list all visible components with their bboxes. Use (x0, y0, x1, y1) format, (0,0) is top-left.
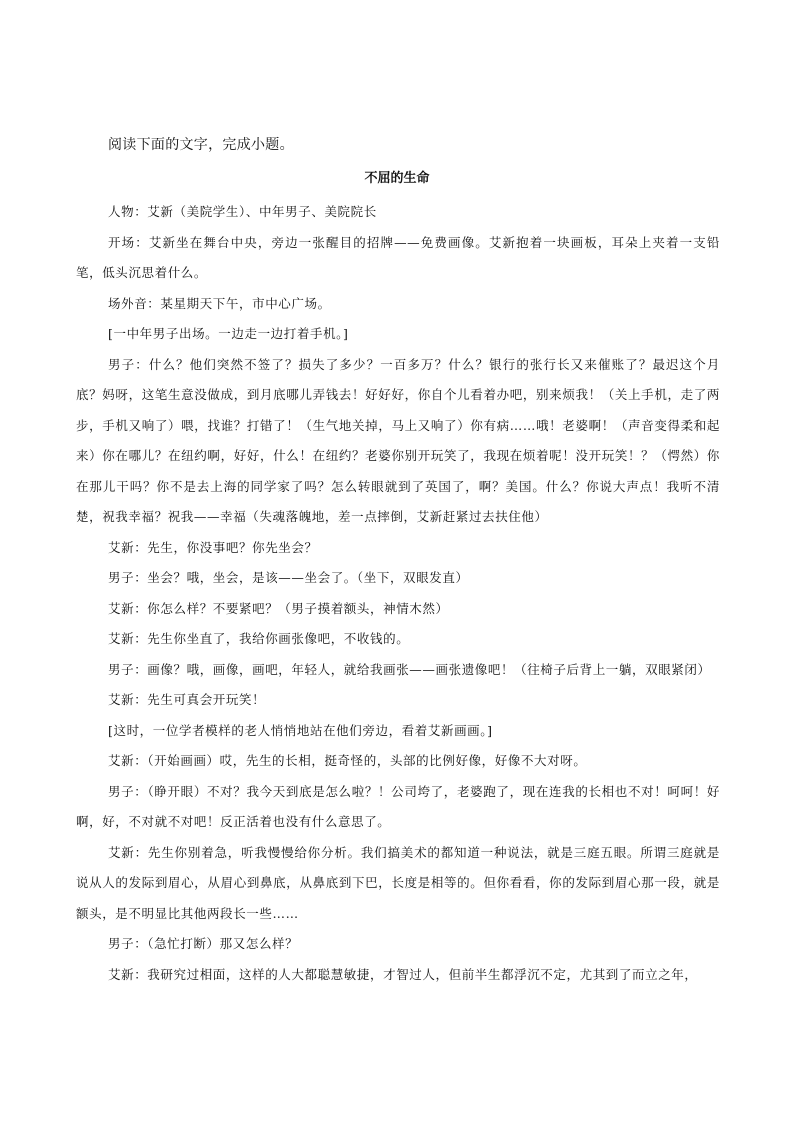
paragraph: 男子：（睁开眼）不对？我今天到底是怎么啦？！公司垮了，老婆跑了，现在连我的长相也不对！呵呵！好啊，好，不对就不对吧！反正活着也没有什么意思了。 (76, 783, 720, 829)
paragraph: 开场：艾新坐在舞台中央，旁边一张醒目的招牌——免费画像。艾新抱着一块画板，耳朵上夹着一支铅笔，低头沉思着什么。 (76, 234, 720, 280)
paragraph: 男子：什么？他们突然不签了？损失了多少？一百多万？什么？银行的张行长又来催账了？最迟这个月底？妈呀，这笔生意没做成，到月底哪儿弄钱去！好好好，你自个儿看着办吧，别来烦我！（关上手机，走了两步，手机又响了）喂，找谁？打错了！（生气地关掉，马上又响了）你有病……哦！老婆啊！（声音变得柔和起来）你在哪儿？在纽约啊，好好，什么！在纽约？老婆你别开玩笑了，我现在烦着呢！没开玩笑！？（愕然）你在那儿干吗？你不是去上海的同学家了吗？怎么转眼就到了英国了，啊？美国。什么？你说大声点！我听不清楚，祝我幸福？祝我——幸福（失魂落魄地，差一点摔倒，艾新赶紧过去扶住他） (76, 356, 720, 524)
paragraph: 艾新：（开始画画）哎，先生的长相，挺奇怪的，头部的比例好像，好像不大对呀。 (108, 753, 587, 768)
paragraph: 艾新：先生可真会开玩笑！ (108, 692, 266, 707)
paragraph: 男子：坐会？哦，坐会，是该——坐会了。（坐下，双眼发直） (108, 570, 469, 585)
passage-title: 不屈的生命 (364, 171, 430, 186)
paragraph: [一中年男子出场。一边走一边打着手机。] (108, 326, 349, 341)
passage-body (76, 197, 720, 990)
paragraph: 艾新：我研究过相面，这样的人大都聪慧敏捷，才智过人，但前半生都浮沉不定，尤其到了而立之年， (108, 966, 698, 982)
paragraph: 男子：画像？哦，画像，画吧，年轻人，就给我画张——画张遗像吧！（往椅子后背上一躺，双眼紧闭） (108, 661, 711, 677)
paragraph: 人物：艾新（美院学生）、中年男子、美院院长 (108, 204, 377, 219)
paragraph: 艾新：先生你坐直了，我给你画张像吧，不收钱的。 (108, 631, 410, 646)
paragraph: [这时，一位学者模样的老人悄悄地站在他们旁边，看着艾新画画。] (108, 722, 493, 738)
paragraph: 场外音：某星期天下午，市中心广场。 (108, 295, 331, 311)
paragraph: 艾新：先生你别着急，听我慢慢给你分析。我们搞美术的都知道一种说法，就是三庭五眼。所谓三庭就是说从人的发际到眉心，从眉心到鼻底，从鼻底到下巴，长度是相等的。但你看看，你的发际到眉心那一段，就是额头，是不明显比其他两段长一些…… (76, 844, 720, 921)
instruction-text: 阅读下面的文字，完成小题。 (108, 137, 294, 153)
paragraph: 艾新：你怎么样？不要紧吧？（男子摸着额头，神情木然） (108, 600, 449, 616)
paragraph: 男子：（急忙打断）那又怎么样？ (108, 936, 299, 951)
paragraph: 艾新：先生，你没事吧？你先坐会？ (108, 539, 318, 555)
